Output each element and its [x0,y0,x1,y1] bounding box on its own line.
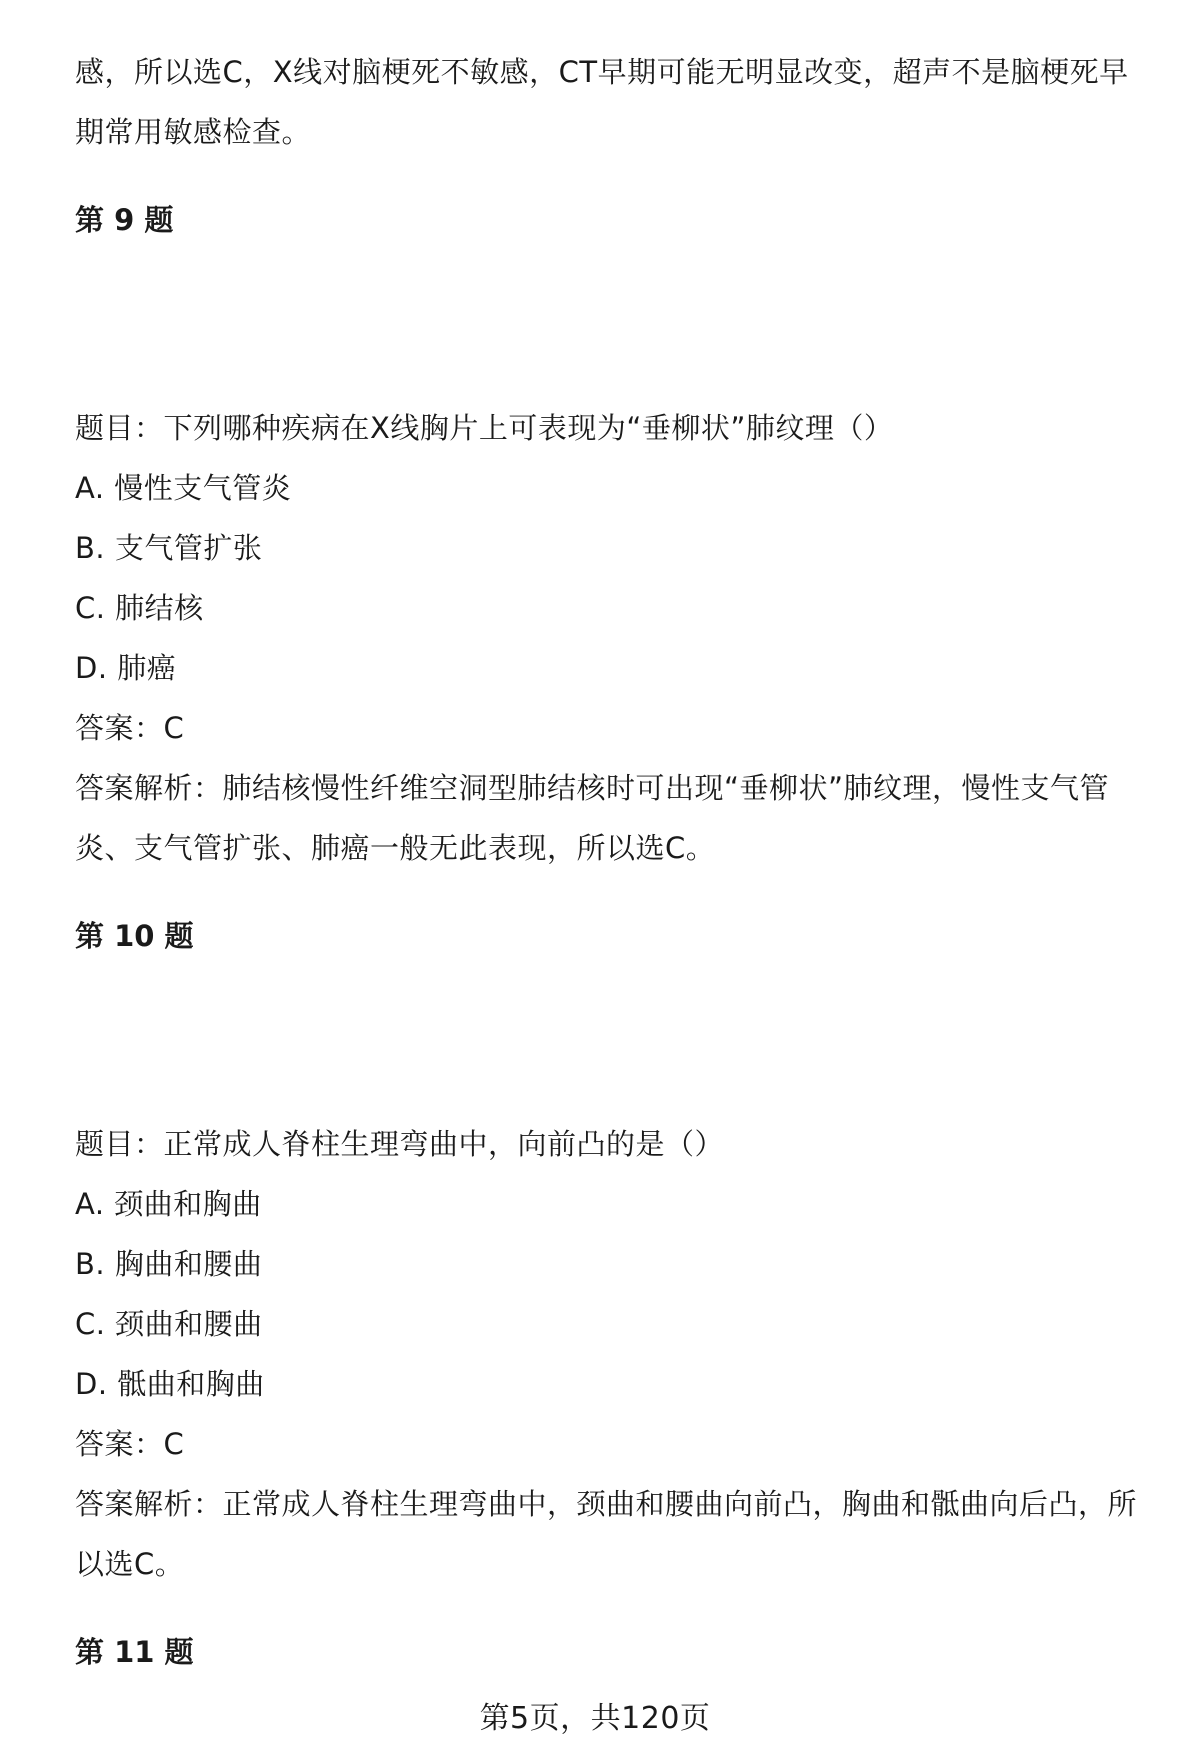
document-page [75,0,1165,1682]
text-line: 期常用敏感检查。 [75,115,312,149]
option-c: C. 肺结核 [75,591,204,625]
text-line: 感，所以选C，X线对脑梗死不敏感，CT早期可能无明显改变，超声不是脑梗死早 [75,55,1129,89]
explanation-line: 答案解析：肺结核慢性纤维空洞型肺结核时可出现“垂柳状”肺纹理，慢性支气管 [75,771,1110,805]
option-c: C. 颈曲和腰曲 [75,1307,263,1341]
carryover-explanation [75,42,1165,162]
option-b: B. 胸曲和腰曲 [75,1247,263,1281]
option-a: A. 慢性支气管炎 [75,471,292,505]
question-prompt: 题目：正常成人脊柱生理弯曲中，向前凸的是（） [75,1127,725,1161]
explanation-line: 炎、支气管扩张、肺癌一般无此表现，所以选C。 [75,831,716,865]
question-10 [75,906,1165,1594]
question-heading: 第 9 题 [75,203,174,237]
question-11 [75,1622,1165,1682]
option-d: D. 肺癌 [75,651,177,685]
answer: 答案：C [75,711,185,745]
explanation-line: 答案解析：正常成人脊柱生理弯曲中，颈曲和腰曲向前凸，胸曲和骶曲向后凸，所 [75,1487,1138,1521]
question-heading: 第 10 题 [75,919,194,953]
explanation-line: 以选C。 [75,1547,185,1581]
question-9 [75,190,1165,878]
question-heading: 第 11 题 [75,1635,194,1669]
option-b: B. 支气管扩张 [75,531,263,565]
option-d: D. 骶曲和胸曲 [75,1367,265,1401]
question-prompt: 题目：下列哪种疾病在X线胸片上可表现为“垂柳状”肺纹理（） [75,411,894,445]
page-number: 第5页，共120页 [479,1701,711,1736]
answer: 答案：C [75,1427,185,1461]
option-a: A. 颈曲和胸曲 [75,1187,262,1221]
